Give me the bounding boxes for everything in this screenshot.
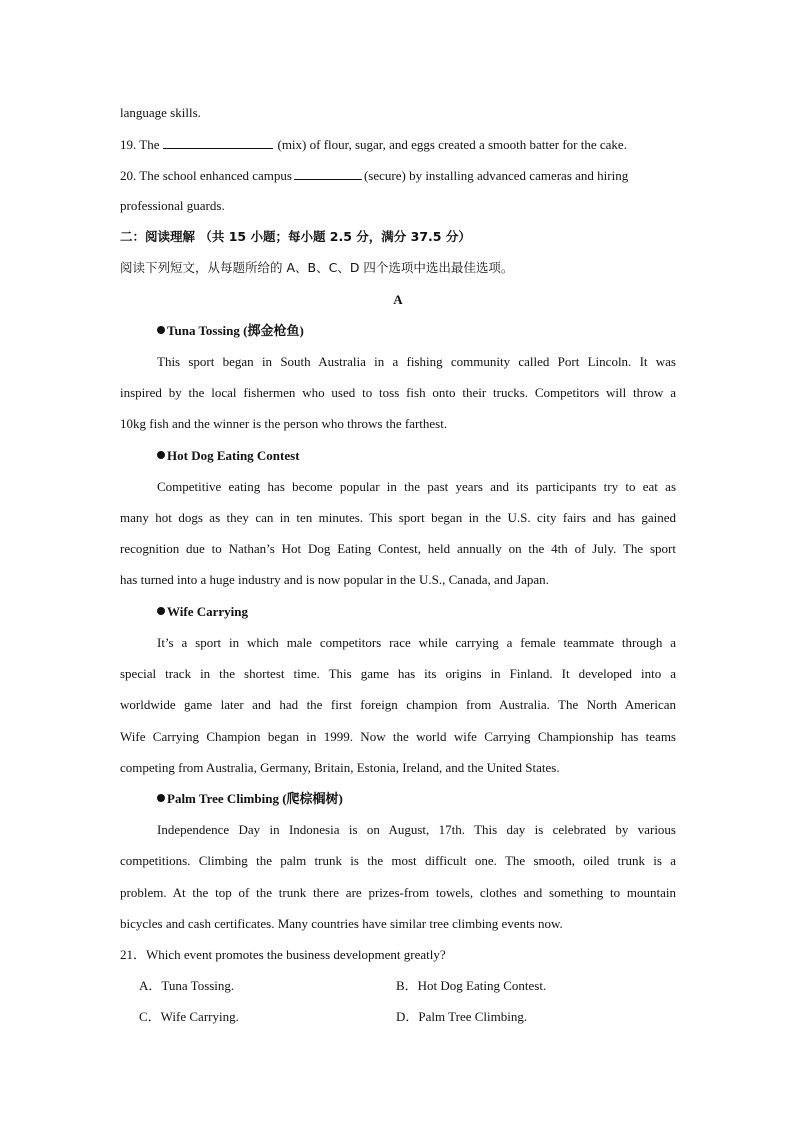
paragraph-line: This sport began in South Australia in a fishing community called Port Lincoln. It was — [157, 354, 676, 369]
heading-wife-carrying — [157, 604, 676, 620]
heading-tuna-tossing — [157, 323, 676, 339]
paragraph-line: worldwide game later and had the first foreign champion from Australia. The North American — [120, 697, 676, 712]
paragraph-line: 10kg fish and the winner is the person who throws the farthest. — [120, 416, 448, 431]
bullet-icon — [157, 326, 165, 334]
heading-text: Palm Tree Climbing (爬棕榈树) — [167, 791, 343, 806]
paragraph-line: recognition due to Nathan’s Hot Dog Eating Contest, held annually on the 4th of July. The sport — [120, 541, 676, 556]
paragraph-line: many hot dogs as they can in ten minutes. This sport began in the U.S. city fairs and has gained — [120, 510, 676, 525]
section-instruction: 阅读下列短文，从每题所给的 A、B、C、D 四个选项中选出最佳选项。 — [120, 260, 514, 275]
question-20-prefix: 20. The school enhanced campus — [120, 168, 292, 183]
question-19-prefix: 19. The — [120, 137, 160, 152]
paragraph-line: special track in the shortest time. This game has its origins in Finland. It developed into a — [120, 666, 676, 681]
paragraph-line: competing from Australia, Germany, Britain, Estonia, Ireland, and the United States. — [120, 760, 560, 775]
option-b: B．Hot Dog Eating Contest. — [396, 978, 547, 993]
paragraph-line: inspired by the local fishermen who used to toss fish onto their trucks. Competitors will throw a — [120, 385, 676, 400]
heading-hot-dog-eating — [157, 448, 676, 464]
paragraph-line: Wife Carrying Champion began in 1999. Now the world wife Carrying Championship has teams — [120, 729, 676, 744]
question-19-blank — [163, 136, 273, 149]
passage-label: A — [393, 292, 403, 307]
option-c: C．Wife Carrying. — [139, 1009, 239, 1024]
paragraph-line: Competitive eating has become popular in the past years and its participants try to eat as — [157, 479, 676, 494]
question-20 — [120, 167, 676, 184]
question-20-blank — [294, 167, 362, 180]
section-title: 二：阅读理解 （共 15 小题；每小题 2.5 分，满分 37.5 分） — [120, 229, 471, 244]
bullet-icon — [157, 451, 165, 459]
bullet-icon — [157, 607, 165, 615]
option-d: D．Palm Tree Climbing. — [396, 1009, 528, 1024]
heading-text: Wife Carrying — [167, 604, 248, 619]
paragraph-line: It’s a sport in which male competitors race while carrying a female teammate through a — [157, 635, 676, 650]
paragraph-line: has turned into a huge industry and is now popular in the U.S., Canada, and Japan. — [120, 572, 549, 587]
paragraph-line: competitions. Climbing the palm trunk is the most difficult one. The smooth, oiled trunk is a — [120, 853, 676, 868]
paragraph-line: bicycles and cash certificates. Many countries have similar tree climbing events now. — [120, 916, 563, 931]
paragraph-line: Independence Day in Indonesia is on August, 17th. This day is celebrated by various — [157, 822, 676, 837]
heading-text: Tuna Tossing (掷金枪鱼) — [167, 323, 304, 338]
question-19 — [120, 136, 676, 153]
question-20-line2: professional guards. — [120, 198, 225, 213]
question-19-suffix: (mix) of flour, sugar, and eggs created a smooth batter for the cake. — [277, 137, 627, 152]
question-21-stem: 21．Which event promotes the business development greatly? — [120, 947, 446, 962]
question-20-suffix: (secure) by installing advanced cameras and hiring — [363, 168, 629, 183]
heading-text: Hot Dog Eating Contest — [167, 448, 300, 463]
paragraph-line: problem. At the top of the trunk there are prizes-from towels, clothes and something to mountain — [120, 885, 676, 900]
bullet-icon — [157, 794, 165, 802]
option-a: A．Tuna Tossing. — [139, 978, 235, 993]
heading-palm-tree-climbing — [157, 791, 676, 807]
question-18-tail: language skills. — [120, 105, 201, 120]
